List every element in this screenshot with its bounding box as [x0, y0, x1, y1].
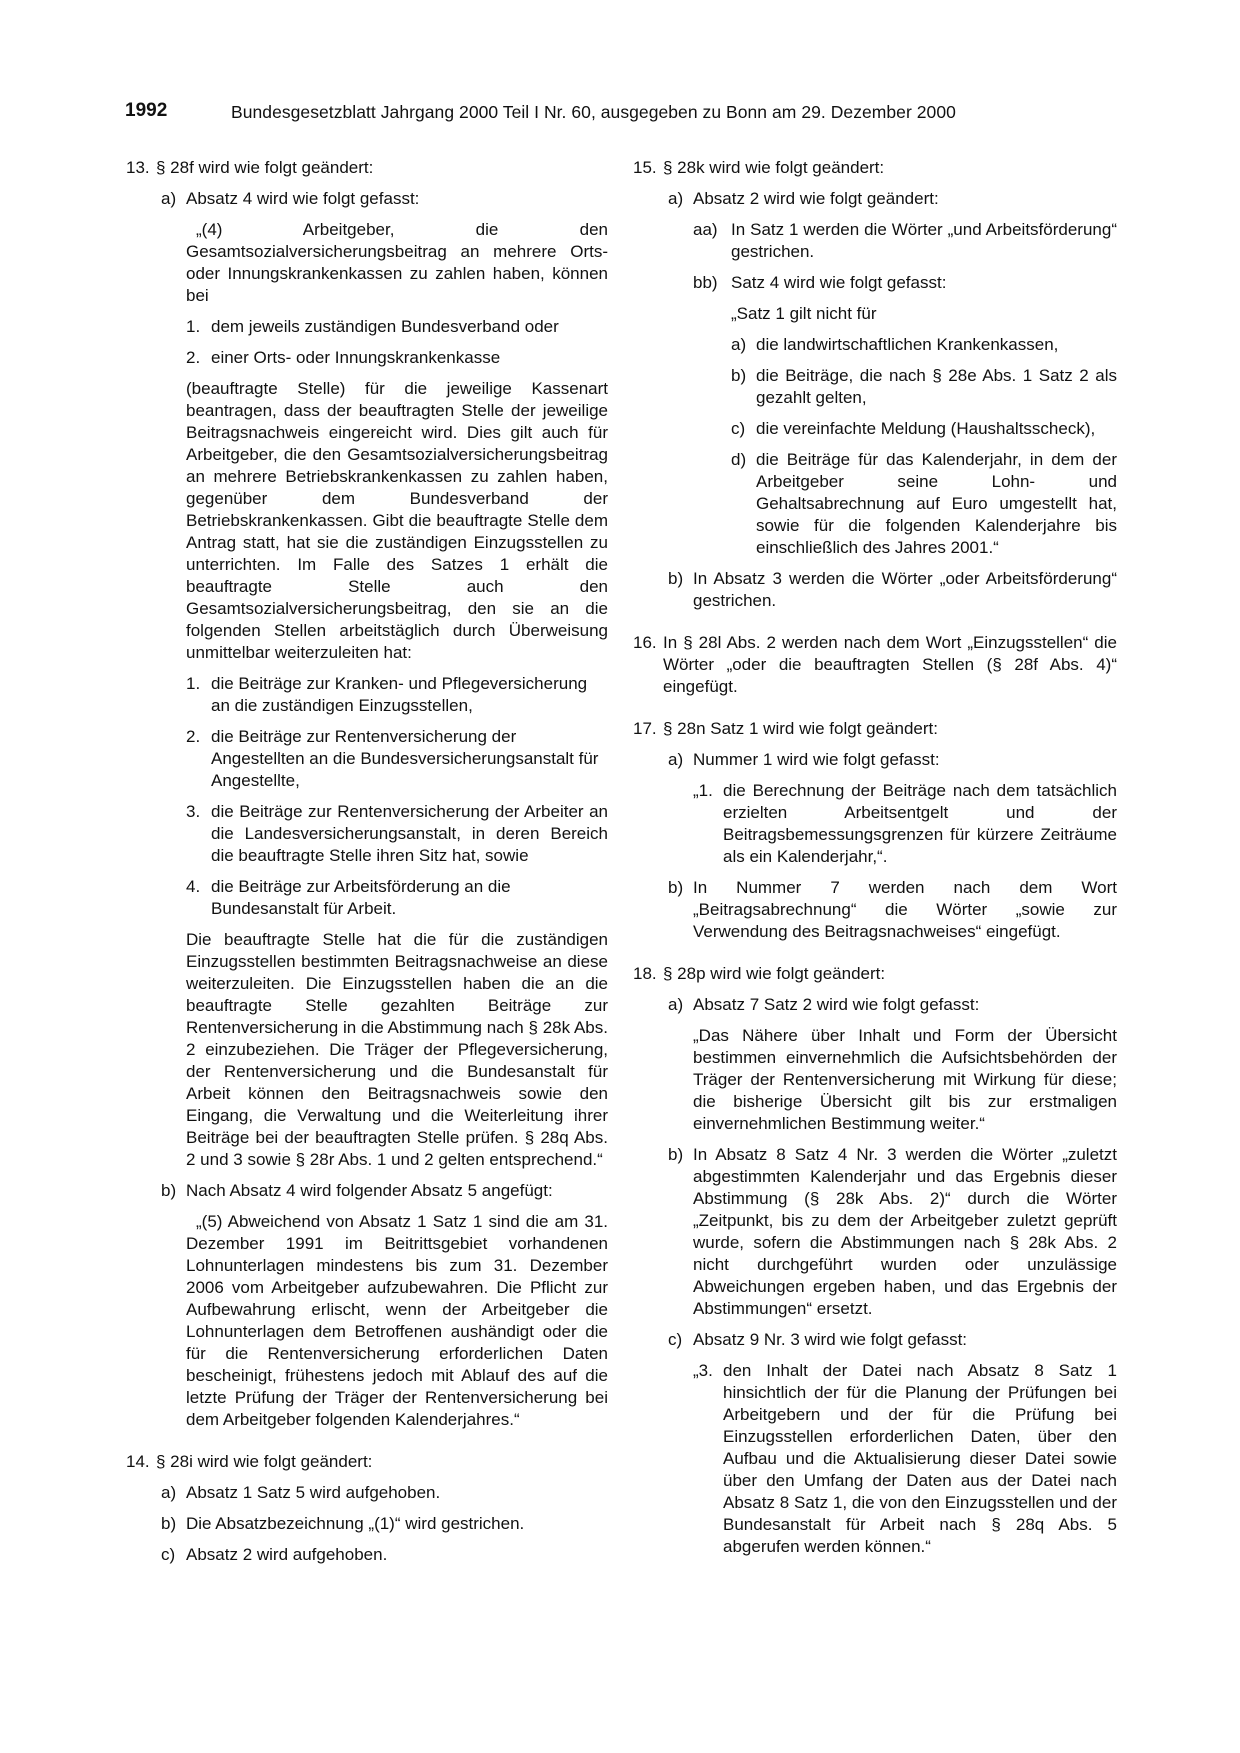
item-number: 13.: [126, 158, 150, 177]
item-15-b: [633, 568, 1117, 612]
item-17-a: [633, 749, 1117, 868]
sub-label: b): [161, 1181, 177, 1200]
paragraph: (beauftragte Stelle) für die jeweilige Kassenart beantragen, dass der beauftragten Stelle der jeweilige Beitragsnachweis eingereicht wird. Dies gilt auch für Arbeitgeber, die den Gesamtsozialversicherungsbeitrag an mehrere Betriebskrankenkassen zu zahlen haben, gegenüber dem Bundesverband der Betriebskrankenkassen. Gibt die beauftragte Stelle dem Antrag statt, hat sie die zuständigen Einzugsstellen zu unterrichten. Im Falle des Satzes 1 erhält die beauftragte Stelle auch den Gesamtsozialversicherungsbeitrag, den sie an die folgenden Stellen arbeitstäglich durch Überweisung unmittelbar weiterzuleiten hat:: [186, 379, 608, 662]
item-number: 17.: [633, 719, 657, 738]
sub-label: b): [668, 569, 684, 588]
list-label: „3.: [693, 1361, 713, 1380]
list-item: die Berechnung der Beiträge nach dem tatsächlich erzielten Arbeitsentgelt und der Beitragsbemessungsgrenzen für kürzere Zeiträume als ein Kalenderjahr,“.: [723, 781, 1117, 866]
sub-label: a): [161, 1483, 177, 1502]
item-18-b: [633, 1144, 1117, 1320]
item-18-c: [633, 1329, 1117, 1558]
subsub-label: bb): [693, 273, 718, 292]
sub-label: b): [161, 1514, 177, 1533]
list-item: die Beiträge, die nach § 28e Abs. 1 Satz 2 als gezahlt gelten,: [756, 366, 1117, 407]
sub-text: Die Absatzbezeichnung „(1)“ wird gestrichen.: [186, 1514, 525, 1533]
item-14-b: [126, 1513, 608, 1535]
sub-text: Nach Absatz 4 wird folgender Absatz 5 angefügt:: [186, 1181, 553, 1200]
item-15-a: [633, 188, 1117, 559]
sub-text: Absatz 2 wird aufgehoben.: [186, 1545, 388, 1564]
item-14-a: [126, 1482, 608, 1504]
list-item: die Beiträge zur Arbeitsförderung an die Bundesanstalt für Arbeit.: [211, 877, 511, 918]
sub-text: Absatz 1 Satz 5 wird aufgehoben.: [186, 1483, 441, 1502]
list-label: b): [731, 366, 747, 385]
item-number: 14.: [126, 1452, 150, 1471]
list-item: die Beiträge zur Rentenversicherung der Arbeiter an die Landesversicherungsanstalt, in deren Bereich die beauftragte Stelle ihren Sitz hat, sowie: [211, 802, 608, 865]
item-number: 16.: [633, 633, 657, 652]
list-item: dem jeweils zuständigen Bundesverband oder: [211, 317, 559, 336]
item-text: § 28k wird wie folgt geändert:: [663, 158, 885, 177]
sub-text: In Nummer 7 werden nach dem Wort „Beitragsabrechnung“ die Wörter „sowie zur Verwendung des Beitragsnachweises“ eingefügt.: [693, 878, 1117, 941]
item-number: 18.: [633, 964, 657, 983]
item-13-a: [126, 188, 608, 1171]
list-item: die Beiträge zur Rentenversicherung der Angestellten an die Bundesversicherungsanstalt für Angestellte,: [211, 727, 599, 790]
list-label: „1.: [693, 781, 713, 800]
list-label: 1.: [186, 317, 201, 336]
item-15-a-aa: [693, 219, 1117, 263]
sub-text: In Absatz 8 Satz 4 Nr. 3 werden die Wörter „zuletzt abgestimmten Kalenderjahr und das Ergebnis dieser Abstimmung (§ 28k Abs. 2)“ durch die Wörter „Zeitpunkt, bis zu dem der Arbeitgeber zuletzt geprüft wurde, sofern die Abstimmungen nach § 28k Abs. 2 nicht durchgeführt wurden oder unzulässige Abweichungen ergeben haben, und das Ergebnis der Abstimmungen“ ersetzt.: [693, 1145, 1117, 1318]
subsub-text: In Satz 1 werden die Wörter „und Arbeitsförderung“ gestrichen.: [731, 220, 1117, 261]
item-15: [633, 157, 1117, 179]
sub-label: a): [668, 750, 684, 769]
list-label: 2.: [186, 727, 201, 746]
sub-label: b): [668, 1145, 684, 1164]
sub-label: a): [668, 995, 684, 1014]
item-15-a-bb: [693, 272, 1117, 559]
item-14: [126, 1451, 608, 1473]
list-label: 3.: [186, 802, 201, 821]
item-number: 15.: [633, 158, 657, 177]
list-label: 1.: [186, 674, 201, 693]
item-18-a: [633, 994, 1117, 1135]
sub-text: Nummer 1 wird wie folgt gefasst:: [693, 750, 940, 769]
item-16: [633, 632, 1117, 698]
list-label: c): [731, 419, 746, 438]
sub-label: a): [161, 189, 177, 208]
item-14-c: [126, 1544, 608, 1566]
item-text: § 28n Satz 1 wird wie folgt geändert:: [663, 719, 938, 738]
item-text: § 28f wird wie folgt geändert:: [156, 158, 374, 177]
list-label: 4.: [186, 877, 201, 896]
left-column: [126, 157, 608, 1575]
sub-text: Absatz 7 Satz 2 wird wie folgt gefasst:: [693, 995, 980, 1014]
item-text: In § 28l Abs. 2 werden nach dem Wort „Einzugsstellen“ die Wörter „oder die beauftragten Stellen (§ 28f Abs. 4)“ eingefügt.: [663, 633, 1117, 696]
publication-title: Bundesgesetzblatt Jahrgang 2000 Teil I Nr. 60, ausgegeben zu Bonn am 29. Dezember 2000: [231, 102, 956, 122]
paragraph: „Das Nähere über Inhalt und Form der Übersicht bestimmen einvernehmlich die Aufsichtsbehörden der Träger der Rentenversicherung mit Wirkung für diese; die bisherige Übersicht gilt bis zur erstmaligen einvernehmlichen Bestimmung weiter.“: [693, 1026, 1117, 1133]
sub-text: Absatz 9 Nr. 3 wird wie folgt gefasst:: [693, 1330, 968, 1349]
item-text: § 28i wird wie folgt geändert:: [156, 1452, 373, 1471]
list-label: a): [731, 335, 747, 354]
list-label: d): [731, 450, 747, 469]
page-number: 1992: [125, 100, 168, 121]
list-item: die landwirtschaftlichen Krankenkassen,: [756, 335, 1059, 354]
paragraph: „(4) Arbeitgeber, die den Gesamtsozialversicherungsbeitrag an mehrere Orts- oder Innungskrankenkassen zu zahlen haben, können bei: [186, 220, 608, 305]
subsub-label: aa): [693, 220, 718, 239]
sub-text: Absatz 4 wird wie folgt gefasst:: [186, 189, 420, 208]
sub-label: b): [668, 878, 684, 897]
page-header: [125, 100, 1125, 126]
list-item: die Beiträge für das Kalenderjahr, in dem der Arbeitgeber seine Lohn- und Gehaltsabrechnung auf Euro umgestellt hat, sowie für die folgenden Kalenderjahre bis einschließlich des Jahres 2001.“: [756, 450, 1117, 557]
list-item: die Beiträge zur Kranken- und Pflegeversicherung an die zuständigen Einzugsstellen,: [211, 674, 588, 715]
sub-label: a): [668, 189, 684, 208]
subsub-text: Satz 4 wird wie folgt gefasst:: [731, 273, 947, 292]
item-17-b: [633, 877, 1117, 943]
paragraph: Die beauftragte Stelle hat die für die zuständigen Einzugsstellen bestimmten Beitragsnachweise an diese weiterzuleiten. Die Einzugsstellen haben die an die beauftragte Stelle gezahlten Beiträge zur Rentenversicherung in die Abstimmung nach § 28k Abs. 2 einzubeziehen. Die Träger der Pflegeversicherung, der Rentenversicherung und die Bundesanstalt für Arbeit können den Beitragsnachweis sowie den Eingang, die Verwaltung und die Weiterleitung ihrer Beiträge bei der beauftragten Stelle prüfen. § 28q Abs. 2 und 3 sowie § 28r Abs. 1 und 2 gelten entsprechend.“: [186, 930, 608, 1169]
paragraph: „Satz 1 gilt nicht für: [731, 304, 877, 323]
item-text: § 28p wird wie folgt geändert:: [663, 964, 886, 983]
list-item: den Inhalt der Datei nach Absatz 8 Satz 1 hinsichtlich der für die Planung der Prüfungen bei Arbeitgebern und der für die Prüfung bei Einzugsstellen erforderlichen Daten, über den Aufbau und die Aktualisierung dieser Datei sowie über den Umfang der Daten aus der Datei nach Absatz 8 Satz 1, die von den Einzugsstellen und der Bundesanstalt für Arbeit nach § 28q Abs. 5 abgerufen werden können.“: [723, 1361, 1117, 1556]
list-item: die vereinfachte Meldung (Haushaltsscheck),: [756, 419, 1096, 438]
list-item: einer Orts- oder Innungskrankenkasse: [211, 348, 501, 367]
item-13: [126, 157, 608, 179]
item-13-b: [126, 1180, 608, 1431]
paragraph: „(5) Abweichend von Absatz 1 Satz 1 sind die am 31. Dezember 1991 im Beitrittsgebiet vorhandenen Lohnunterlagen mindestens bis zum 31. Dezember 2006 vom Arbeitgeber aufzubewahren. Die Pflicht zur Aufbewahrung erlischt, wenn der Arbeitgeber die Lohnunterlagen dem Betroffenen aushändigt oder die für die Rentenversicherung erforderlichen Daten bescheinigt, frühestens jedoch mit Ablauf des auf die letzte Prüfung der Träger der Rentenversicherung bei dem Arbeitgeber folgenden Kalenderjahres.“: [186, 1212, 608, 1429]
sub-text: Absatz 2 wird wie folgt geändert:: [693, 189, 939, 208]
right-column: [633, 157, 1117, 1567]
sub-text: In Absatz 3 werden die Wörter „oder Arbeitsförderung“ gestrichen.: [693, 569, 1117, 610]
item-17: [633, 718, 1117, 740]
item-18: [633, 963, 1117, 985]
list-label: 2.: [186, 348, 201, 367]
sub-label: c): [668, 1330, 683, 1349]
sub-label: c): [161, 1545, 176, 1564]
